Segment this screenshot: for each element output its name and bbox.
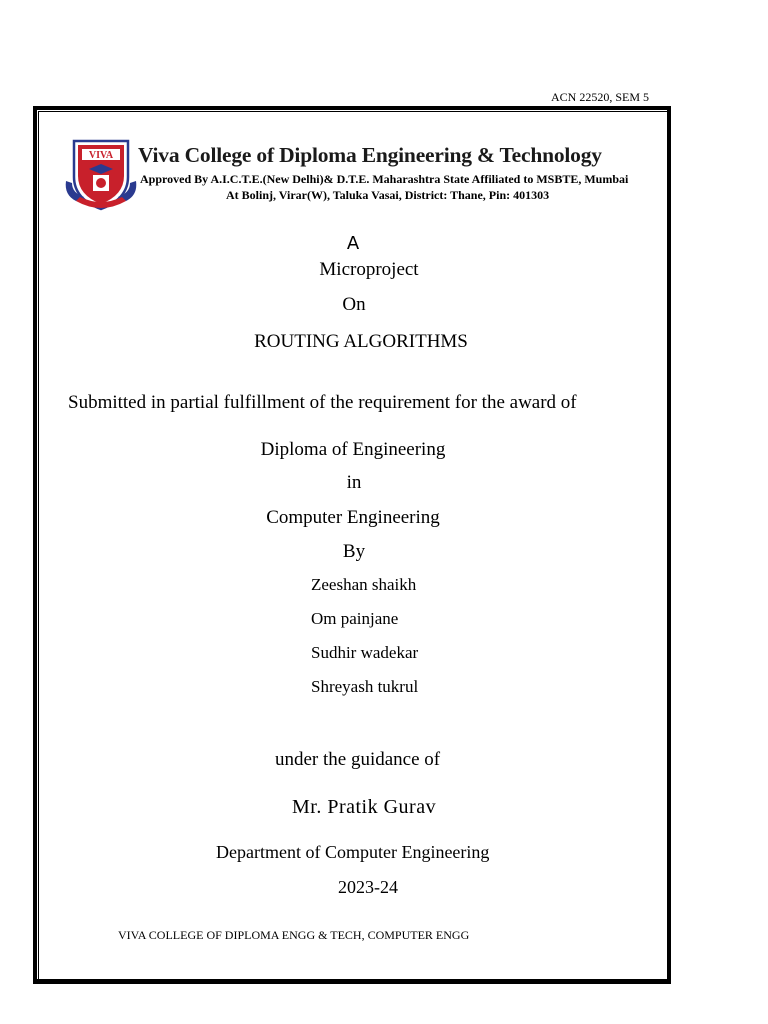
header-reference: ACN 22520, SEM 5 [551,90,650,104]
title-microproject: Microproject [319,259,419,280]
title-on: On [342,294,366,315]
logo-text: VIVA [88,150,114,161]
branch-name: Computer Engineering [266,507,440,528]
department-name: Department of Computer Engineering [216,842,490,862]
academic-year: 2023-24 [338,877,398,897]
guidance-label: under the guidance of [275,749,441,770]
submission-statement: Submitted in partial fulfillment of the requirement for the award of [68,392,577,413]
student-name: Shreyash tukrul [311,677,419,696]
diploma-name: Diploma of Engineering [260,439,446,460]
college-address: At Bolinj, Virar(W), Taluka Vasai, District: Thane, Pin: 401303 [226,188,550,202]
college-approval: Approved By A.I.C.T.E.(New Delhi)& D.T.E. Maharashtra State Affiliated to MSBTE, Mumbai [140,172,629,186]
word-by: By [342,541,366,562]
guide-name: Mr. Pratik Gurav [292,796,437,818]
title-a: A [346,233,360,254]
student-name: Om painjane [311,609,399,628]
college-logo-icon [62,137,140,213]
project-topic: ROUTING ALGORITHMS [254,331,468,352]
word-in: in [346,472,362,493]
student-name: Sudhir wadekar [311,643,419,662]
student-name: Zeeshan shaikh [311,575,417,594]
page-footer: VIVA COLLEGE OF DIPLOMA ENGG & TECH, COMPUTER ENGG [118,928,470,942]
college-name: Viva College of Diploma Engineering & Technology [138,143,602,167]
